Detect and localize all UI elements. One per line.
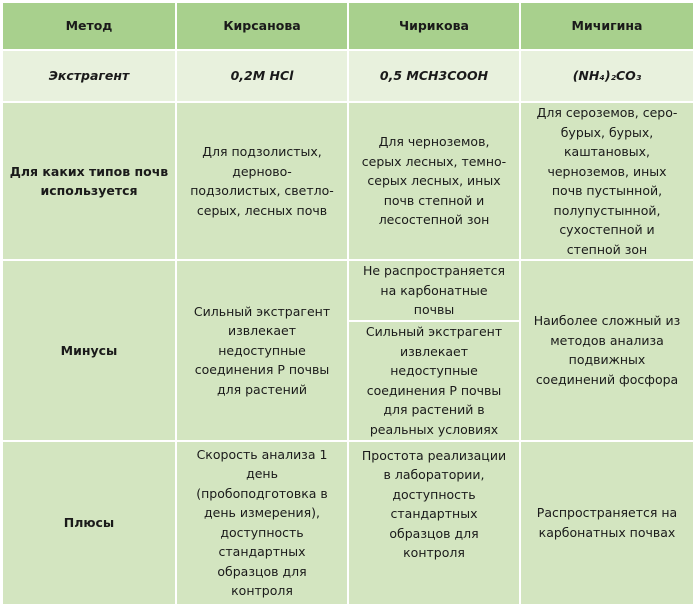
soil-types-kirsanov: Для подзолистых, дерново- подзолистых, светло- серых, лесных почв (176, 102, 348, 260)
extractant-label: Экстрагент (2, 50, 176, 102)
extractant-row (2, 50, 694, 102)
soil-types-label: Для каких типов почв используется (2, 102, 176, 260)
soil-types-machigin: Для сероземов, серо- бурых, бурых, каштановых, черноземов, иных почв пустынной, полупустынной, сухостепной и степной зон (520, 102, 694, 260)
pluses-row (2, 441, 694, 605)
extractant-machigin: (NH₄)₂CO₃ (520, 50, 694, 102)
soil-types-chirikov: Для черноземов, серых лесных, темно- серых лесных, иных почв степной и лесостепной зон (348, 102, 520, 260)
header-method: Метод (2, 2, 176, 50)
extractant-chirikov: 0,5 МСН3СООН (348, 50, 520, 102)
header-machigin: Мичигина (520, 2, 694, 50)
pluses-machigin: Распространяется на карбонатных почвах (520, 441, 694, 605)
minuses-chirikov-top: Не распространяется на карбонатные почвы (348, 260, 520, 321)
pluses-label: Плюсы (2, 441, 176, 605)
header-row (2, 2, 694, 50)
header-kirsanov: Кирсанова (176, 2, 348, 50)
minuses-kirsanov: Сильный экстрагент извлекает недоступные соединения Р почвы для растений (176, 260, 348, 441)
minuses-machigin: Наиболее сложный из методов анализа подвижных соединений фосфора (520, 260, 694, 441)
minuses-row (2, 260, 694, 321)
minuses-label: Минусы (2, 260, 176, 441)
header-chirikov: Чирикова (348, 2, 520, 50)
pluses-chirikov: Простота реализации в лаборатории, доступность стандартных образцов для контроля (348, 441, 520, 605)
minuses-chirikov-bottom: Сильный экстрагент извлекает недоступные соединения Р почвы для растений в реальных условиях (348, 321, 520, 441)
methods-comparison-table (1, 1, 694, 606)
pluses-kirsanov: Скорость анализа 1 день (пробоподготовка в день измерения), доступность стандартных образцов для контроля (176, 441, 348, 605)
soil-types-row (2, 102, 694, 260)
extractant-kirsanov: 0,2М HCl (176, 50, 348, 102)
